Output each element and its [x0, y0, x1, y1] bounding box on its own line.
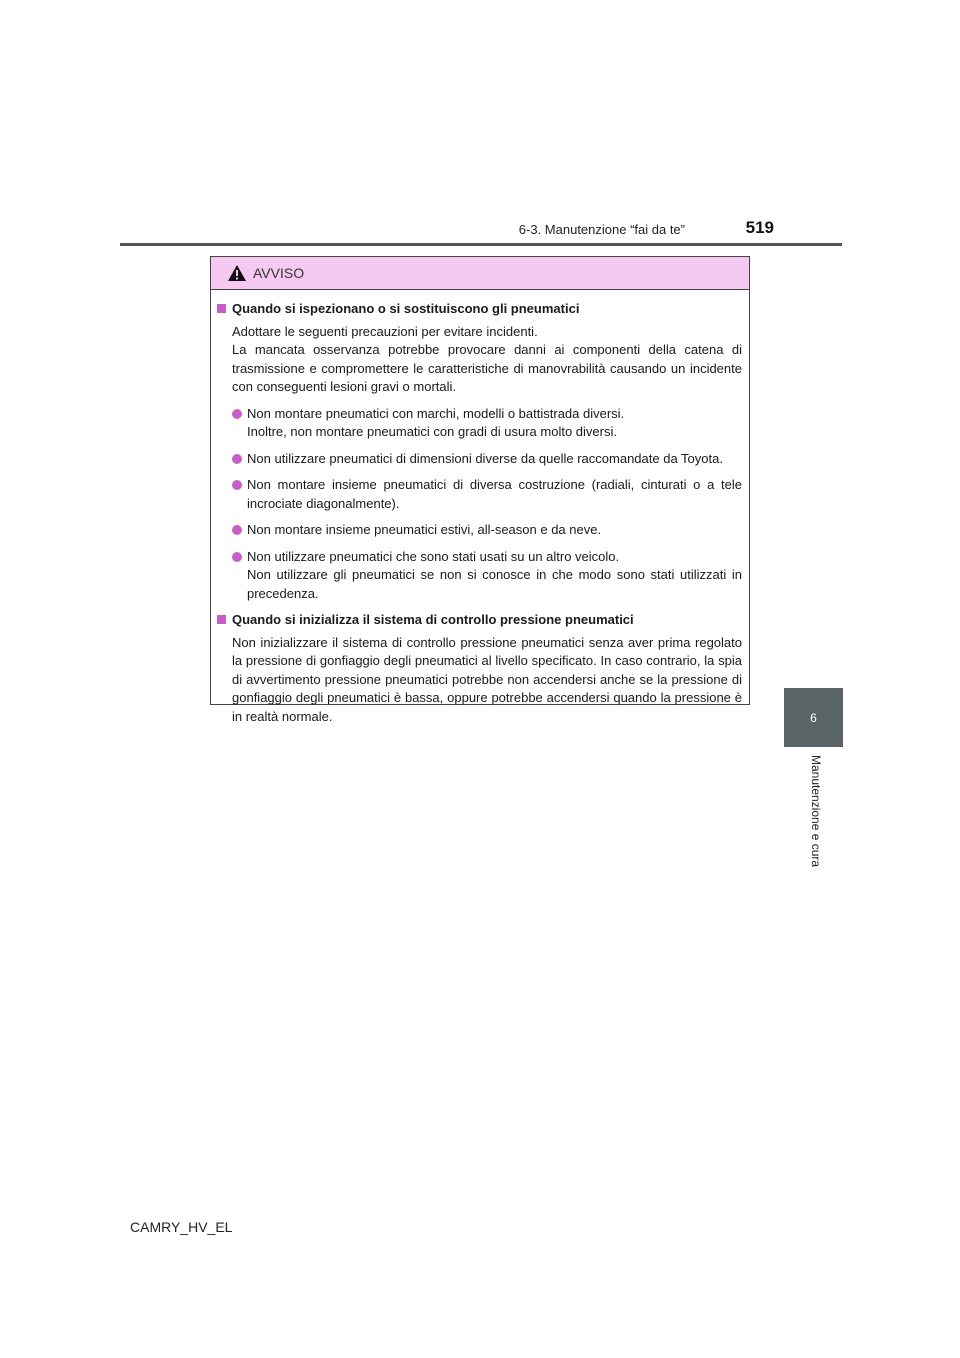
- list-item-line: Non montare insieme pneumatici estivi, all-season e da neve.: [247, 522, 602, 537]
- section-title: 6-3. Manutenzione “fai da te”: [518, 222, 685, 237]
- intro-line: Adottare le seguenti precauzioni per evitare incidenti.: [232, 323, 538, 339]
- section-intro: [217, 323, 742, 397]
- model-code: CAMRY_HV_EL: [130, 1219, 233, 1235]
- section-heading-text: Quando si inizializza il sistema di controllo pressione pneumatici: [232, 612, 634, 627]
- section-heading: [217, 300, 742, 319]
- list-item-text: [247, 476, 742, 513]
- list-item-line: Non montare insieme pneumatici di diversa costruzione (radiali, cinturati o a tele incrociate diagonalmente).: [247, 477, 742, 511]
- list-item: [217, 548, 742, 604]
- section-heading: [217, 611, 742, 630]
- warning-box: [210, 256, 750, 724]
- warning-triangle-icon: [227, 264, 247, 282]
- circle-bullet-icon: [232, 525, 242, 535]
- warning-header: [211, 257, 749, 290]
- list-item: [217, 521, 742, 540]
- square-bullet-icon: [217, 304, 226, 313]
- list-item-line: Non montare pneumatici con marchi, modelli o battistrada diversi.: [247, 405, 625, 421]
- list-item-line: Non utilizzare pneumatici di dimensioni diverse da quelle raccomandate da Toyota.: [247, 450, 723, 466]
- list-item: [217, 476, 742, 513]
- chapter-tab: [784, 688, 843, 747]
- intro-line: Non inizializzare il sistema di controllo pressione pneumatici senza aver prima regolato la pressione di gonfiaggio degli pneumatici al livello specificato. In caso contrario, la spia di avvertimento pressione pneumatici potrebbe non accendersi anche se la pressione di gonfiaggio degli pneumatici è bassa, oppure potrebbe accendersi quando la pressione è in realtà normale.: [232, 634, 742, 724]
- list-item-line: Non utilizzare gli pneumatici se non si conosce in che modo sono stati utilizzati in precedenza.: [247, 567, 742, 601]
- warning-title: AVVISO: [253, 265, 305, 281]
- warning-body: [211, 290, 749, 726]
- list-item: [217, 405, 742, 442]
- list-item-text: [247, 450, 742, 469]
- list-item-line: Inoltre, non montare pneumatici con gradi di usura molto diversi.: [247, 424, 617, 439]
- section-heading-text: Quando si ispezionano o si sostituiscono gli pneumatici: [232, 301, 580, 316]
- header-divider: [120, 243, 842, 246]
- list-item-text: [247, 548, 742, 604]
- page-number: 519: [745, 218, 774, 237]
- chapter-title: Manutenzione e cura: [809, 755, 823, 868]
- circle-bullet-icon: [232, 454, 242, 464]
- intro-line: La mancata osservanza potrebbe provocare danni ai componenti della catena di trasmissione e compromettere le caratteristiche di manovrabilità causando un incidente con conseguenti lesioni gravi o mortali.: [232, 342, 742, 394]
- square-bullet-icon: [217, 615, 226, 624]
- circle-bullet-icon: [232, 409, 242, 419]
- list-item-text: [247, 521, 742, 540]
- section-intro: [217, 634, 742, 727]
- list-item: [217, 450, 742, 469]
- chapter-number: 6: [810, 710, 817, 725]
- list-item-text: [247, 405, 742, 442]
- circle-bullet-icon: [232, 480, 242, 490]
- list-item-line: Non utilizzare pneumatici che sono stati usati su un altro veicolo.: [247, 548, 620, 564]
- circle-bullet-icon: [232, 552, 242, 562]
